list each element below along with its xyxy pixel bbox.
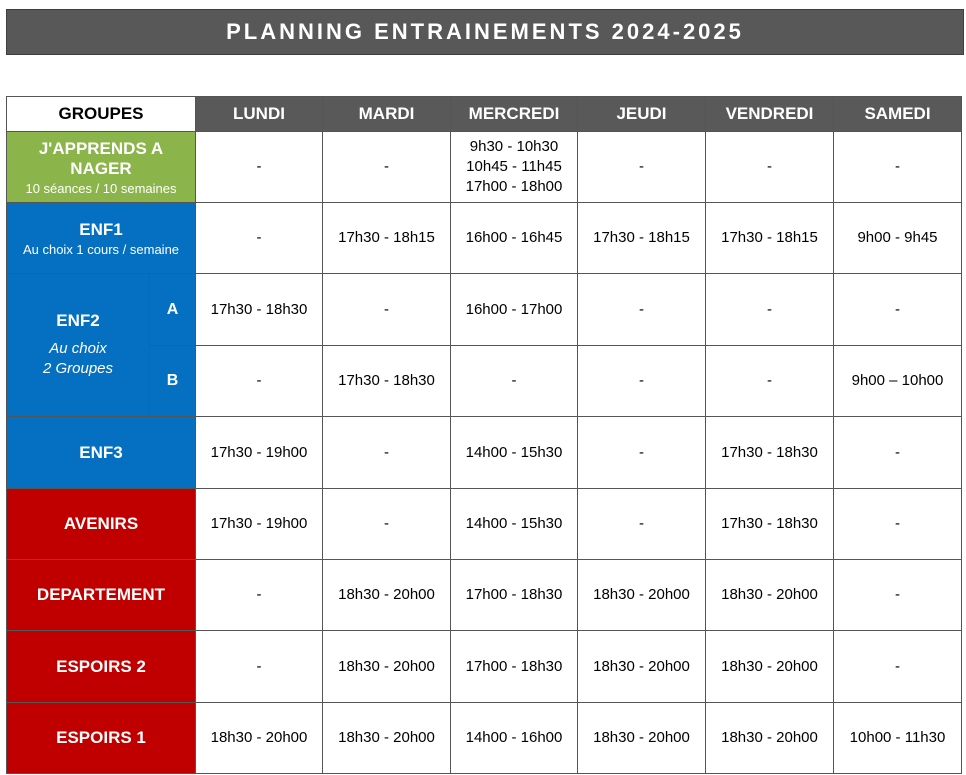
day-header-mardi: MARDI (323, 97, 451, 132)
time-cell: - (706, 274, 834, 346)
time-cell: 18h30 - 20h00 (706, 631, 834, 703)
time-cell: 9h00 - 9h45 (834, 203, 962, 274)
time-cell: - (196, 560, 323, 631)
time-cell: 18h30 - 20h00 (578, 631, 706, 703)
time-cell: 18h30 - 20h00 (196, 703, 323, 774)
time-cell: 10h00 - 11h30 (834, 703, 962, 774)
time-cell: - (706, 346, 834, 417)
day-header-jeudi: JEUDI (578, 97, 706, 132)
time-cell: 17h30 - 18h15 (323, 203, 451, 274)
time-cell: - (834, 417, 962, 489)
time-cell: 17h00 - 18h30 (451, 631, 578, 703)
time-cell: 17h30 - 18h30 (706, 489, 834, 560)
time-cell: 16h00 - 17h00 (451, 274, 578, 346)
group-espoirs1: ESPOIRS 1 (7, 703, 196, 774)
table-row (7, 346, 962, 417)
time-cell: - (578, 346, 706, 417)
group-name: ENF2 (56, 311, 100, 330)
group-enf3: ENF3 (7, 417, 196, 489)
table-row (7, 203, 962, 274)
time-cell: - (323, 132, 451, 203)
time-cell: - (323, 274, 451, 346)
table-row (7, 417, 962, 489)
subgroup-b-label: B (150, 346, 196, 417)
time-cell: 17h30 - 19h00 (196, 489, 323, 560)
group-name: J'APPRENDS A NAGER (38, 138, 164, 178)
time-cell: 17h30 - 18h30 (196, 274, 323, 346)
time-cell: - (578, 417, 706, 489)
time-cell: 9h00 – 10h00 (834, 346, 962, 417)
time-cell: 18h30 - 20h00 (706, 703, 834, 774)
time-cell: 17h30 - 18h30 (323, 346, 451, 417)
time-cell: 18h30 - 20h00 (578, 703, 706, 774)
day-header-mercredi: MERCREDI (451, 97, 578, 132)
time-slot: 10h45 - 11h45 (466, 158, 562, 175)
time-cell: 18h30 - 20h00 (323, 703, 451, 774)
page-title: PLANNING ENTRAINEMENTS 2024-2025 (226, 19, 744, 44)
time-cell: - (834, 132, 962, 203)
group-note: Au choix (49, 340, 107, 357)
time-cell: - (834, 631, 962, 703)
table-row (7, 631, 962, 703)
group-note: 10 séances / 10 semaines (25, 180, 177, 196)
group-enf1 (7, 203, 196, 274)
group-note: 2 Groupes (42, 360, 114, 377)
time-slot: 9h30 - 10h30 (469, 138, 559, 155)
time-cell: 16h00 - 16h45 (451, 203, 578, 274)
table-row (7, 274, 962, 346)
schedule-table (6, 96, 962, 774)
time-cell: - (706, 132, 834, 203)
time-cell: - (834, 560, 962, 631)
time-cell: 18h30 - 20h00 (323, 560, 451, 631)
group-note: Au choix 1 cours / semaine (22, 241, 180, 257)
time-cell: 18h30 - 20h00 (706, 560, 834, 631)
time-cell: 14h00 - 15h30 (451, 489, 578, 560)
table-row (7, 703, 962, 774)
table-row (7, 560, 962, 631)
day-header-lundi: LUNDI (196, 97, 323, 132)
time-cell: - (834, 274, 962, 346)
group-name: ENF1 (79, 219, 123, 239)
time-cell: - (196, 132, 323, 203)
time-cell: 17h30 - 18h30 (706, 417, 834, 489)
group-enf2 (7, 274, 150, 417)
group-japprends (7, 132, 196, 203)
day-header-vendredi: VENDREDI (706, 97, 834, 132)
time-cell (451, 132, 578, 203)
time-cell: - (578, 132, 706, 203)
time-cell: 17h30 - 18h15 (706, 203, 834, 274)
table-row (7, 132, 962, 203)
time-cell: 17h30 - 18h15 (578, 203, 706, 274)
day-header-samedi: SAMEDI (834, 97, 962, 132)
groups-header: GROUPES (7, 97, 196, 132)
group-avenirs: AVENIRS (7, 489, 196, 560)
time-cell: - (451, 346, 578, 417)
time-cell: - (323, 417, 451, 489)
time-cell: 18h30 - 20h00 (323, 631, 451, 703)
time-cell: 14h00 - 16h00 (451, 703, 578, 774)
time-cell: - (578, 489, 706, 560)
time-cell: - (196, 346, 323, 417)
time-cell: 18h30 - 20h00 (578, 560, 706, 631)
group-departement: DEPARTEMENT (7, 560, 196, 631)
subgroup-a-label: A (150, 274, 196, 346)
group-espoirs2: ESPOIRS 2 (7, 631, 196, 703)
time-cell: 17h00 - 18h30 (451, 560, 578, 631)
time-cell: - (196, 203, 323, 274)
time-cell: - (578, 274, 706, 346)
time-cell: 17h30 - 19h00 (196, 417, 323, 489)
time-slot: 17h00 - 18h00 (465, 178, 563, 195)
time-cell: - (323, 489, 451, 560)
table-row (7, 489, 962, 560)
time-cell: - (196, 631, 323, 703)
title-bar (6, 9, 964, 55)
time-cell: 14h00 - 15h30 (451, 417, 578, 489)
time-cell: - (834, 489, 962, 560)
